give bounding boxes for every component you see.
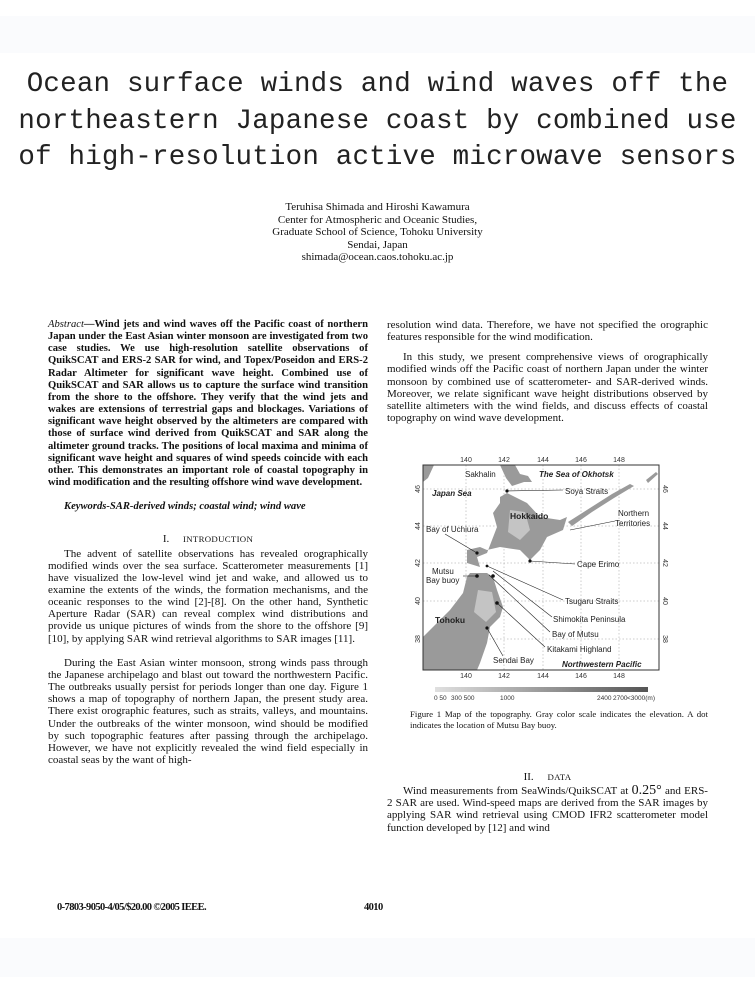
lon-tick: 142 [498, 673, 510, 680]
label-northern: Northern [618, 509, 650, 518]
colorbar-label: <3000(m) [627, 695, 655, 702]
lon-tick: 146 [575, 457, 587, 464]
label-uchiura: Bay of Uchiura [426, 525, 479, 534]
lat-tick: 44 [415, 522, 422, 530]
label-okhotsk: The Sea of Okhotsk [539, 470, 614, 479]
section-title: DATA [547, 772, 572, 782]
elevation-colorbar [435, 687, 648, 692]
page-number: 4010 [364, 902, 383, 913]
title-line: Ocean surface winds and wind waves off the [26, 69, 729, 100]
section-title: INTRODUCTION [183, 534, 254, 545]
resolution-value: 0.25° [631, 783, 662, 799]
label-hokkaido: Hokkaido [510, 511, 549, 521]
paragraph: During the East Asian winter monsoon, strong winds pass through the Japanese archipelago and blast out toward the northwestern Pacific. The outbreaks usually persist for periods longer than one day. Figure 1 shows a map of topography of northern Japan, the present study area. There exist orographic features, such as straits, valleys, and mountains. Under the outbreaks of the winter monsoon, wind should be modified by such topographic features after passing through the archipelago. However, we have not explicitly revealed the wind field especially in coastal seas by the want of high- [48, 656, 368, 766]
city: Sendai, Japan [347, 238, 408, 251]
lon-tick: 146 [575, 673, 587, 680]
label-japan-sea: Japan Sea [432, 489, 472, 498]
colorbar-label: 1000 [500, 695, 515, 702]
lon-tick: 142 [498, 457, 510, 464]
abstract-text: —Wind jets and wind waves off the Pacific coast of northern Japan under the East Asian winter monsoon are investigated from two case studies. We use high-resolution satellite observations of QuikSCAT and ERS-2 SAR for wind, and Topex/Poseidon and ERS-2 Radar Altimeter for significant wave height. Combined use of QuikSCAT and SAR allows us to capture the surface wind transition from the shore to the offshore. They verify that the wind jets and wakes are extensions of terrestrial gaps and blockages. Variations of significant wave height observed by the altimeters are compared with those of surface wind derived from QuikSCAT and SAR along the altimeter ground tracks. The positions of local maxima and minima of significant wave height and squares of wind speeds coincide with each other. This demonstrates an important role of coastal topography in wind modification and the resulting offshore wind wave development. [48, 319, 368, 489]
colorbar-label: 0 50 [434, 695, 447, 702]
lon-tick: 148 [613, 457, 625, 464]
paragraph-text: Wind measurements from SeaWinds/QuikSCAT at [403, 785, 632, 798]
figure-1-topography-map [410, 450, 710, 708]
lat-tick: 42 [661, 559, 668, 567]
author-names: Teruhisa Shimada and Hiroshi Kawamura [285, 201, 470, 213]
section-number: I. [162, 533, 170, 546]
keywords: Keywords-SAR-derived winds; coastal wind; wind wave [64, 501, 306, 513]
label-mutsu: Mutsu [432, 567, 454, 576]
latitude-tick-labels-left [415, 485, 422, 643]
paragraph-text: and ERS-2 SAR are used. Wind-speed maps are derived from the SAR images by applying SAR wind retrieval using CMOD IFR2 scatterometer model function developed by [12] and wind [387, 785, 708, 834]
author-block [0, 201, 755, 264]
lon-tick: 144 [537, 457, 549, 464]
lat-tick: 40 [661, 597, 668, 605]
lon-tick: 140 [460, 673, 472, 680]
section-heading-data [387, 771, 708, 783]
paragraph: The advent of satellite observations has revealed orographically modified winds over the sea surface. Scatterometer measurements [1] have visualized the low-level wind jet and wake, and allowed us to examine the extents of the winds, the formation mechanisms, and the oceanic responses to the wind [2]-[8]. On the other hand, Synthetic Aperture Radar (SAR) can reveal complex wind distributions and provide us unique pictures of winds from the shore to the offshore [9] [10], by applying SAR wind retrieval algorithms to SAR images [11]. [48, 547, 368, 645]
lat-tick: 40 [415, 597, 422, 605]
lon-tick: 140 [460, 457, 472, 464]
colorbar-label: 300 500 [451, 695, 475, 702]
lon-tick: 148 [613, 673, 625, 680]
lat-tick: 46 [415, 485, 422, 493]
longitude-tick-labels-bottom [460, 673, 625, 680]
abstract-label: Abstract [48, 319, 84, 330]
affiliation: Center for Atmospheric and Oceanic Studies, [277, 213, 478, 226]
label-tsugaru: Tsugaru Straits [565, 597, 619, 606]
lat-tick: 46 [661, 485, 668, 493]
paragraph: In this study, we present comprehensive views of orographically modified winds off the Pacific coast of northern Japan under the winter monsoon by combined use of scatterometer- and SAR-derived winds. Moreover, we relate significant wave height distributions observed by satellite altimeters with the wind fields, and discuss effects of coastal topography on wind wave development. [387, 351, 708, 425]
lat-tick: 38 [661, 635, 668, 643]
label-tohoku: Tohoku [435, 615, 466, 625]
copyright-notice: 0-7803-9050-4/05/$20.00 ©2005 IEEE. [57, 902, 207, 913]
section-heading-introduction [48, 533, 368, 545]
lon-tick: 144 [537, 673, 549, 680]
longitude-tick-labels-top [460, 457, 625, 464]
lat-tick: 42 [415, 559, 422, 567]
lat-tick: 44 [661, 522, 668, 530]
label-shimokita: Shimokita Peninsula [553, 615, 626, 624]
title-line: of high-resolution active microwave sensors [18, 142, 737, 173]
paragraph: resolution wind data. Therefore, we have not specified the orographic features responsible for the wind modification. [387, 319, 708, 344]
label-bay-of-mutsu: Bay of Mutsu [552, 630, 599, 639]
right-column-data [387, 771, 708, 834]
title-line: northeastern Japanese coast by combined use [18, 105, 737, 137]
paper-title [0, 67, 755, 177]
top-margin-band [0, 16, 755, 53]
colorbar-labels [434, 695, 655, 702]
colorbar-label: 2700 [613, 695, 628, 702]
email: shimada@ocean.caos.tohoku.ac.jp [301, 251, 454, 264]
affiliation: Graduate School of Science, Tohoku University [272, 226, 483, 239]
bottom-margin-band [0, 938, 755, 977]
left-column [48, 319, 368, 766]
label-sendai: Sendai Bay [493, 656, 534, 665]
section-number: II. [523, 771, 534, 783]
colorbar-label: 2400 [597, 695, 612, 702]
latitude-tick-labels-right [661, 485, 668, 643]
lat-tick: 38 [415, 635, 422, 643]
label-soya: Soya Straits [565, 487, 609, 496]
figure-1-caption: Figure 1 Map of the topography. Gray color scale indicates the elevation. A dot indicates the location of Mutsu Bay buoy. [410, 709, 708, 731]
label-erimo: Cape Erimo [577, 560, 620, 569]
label-territories: Territories [615, 519, 651, 528]
paragraph [387, 785, 708, 834]
right-column-top [387, 319, 708, 424]
label-sakhalin: Sakhalin [465, 470, 496, 479]
label-bay-buoy: Bay buoy [426, 576, 460, 585]
label-kitakami: Kitakami Highland [547, 645, 612, 654]
mutsu-bay-buoy-dot [475, 574, 479, 578]
label-pacific: Northwestern Pacific [562, 660, 642, 669]
abstract [48, 319, 368, 489]
